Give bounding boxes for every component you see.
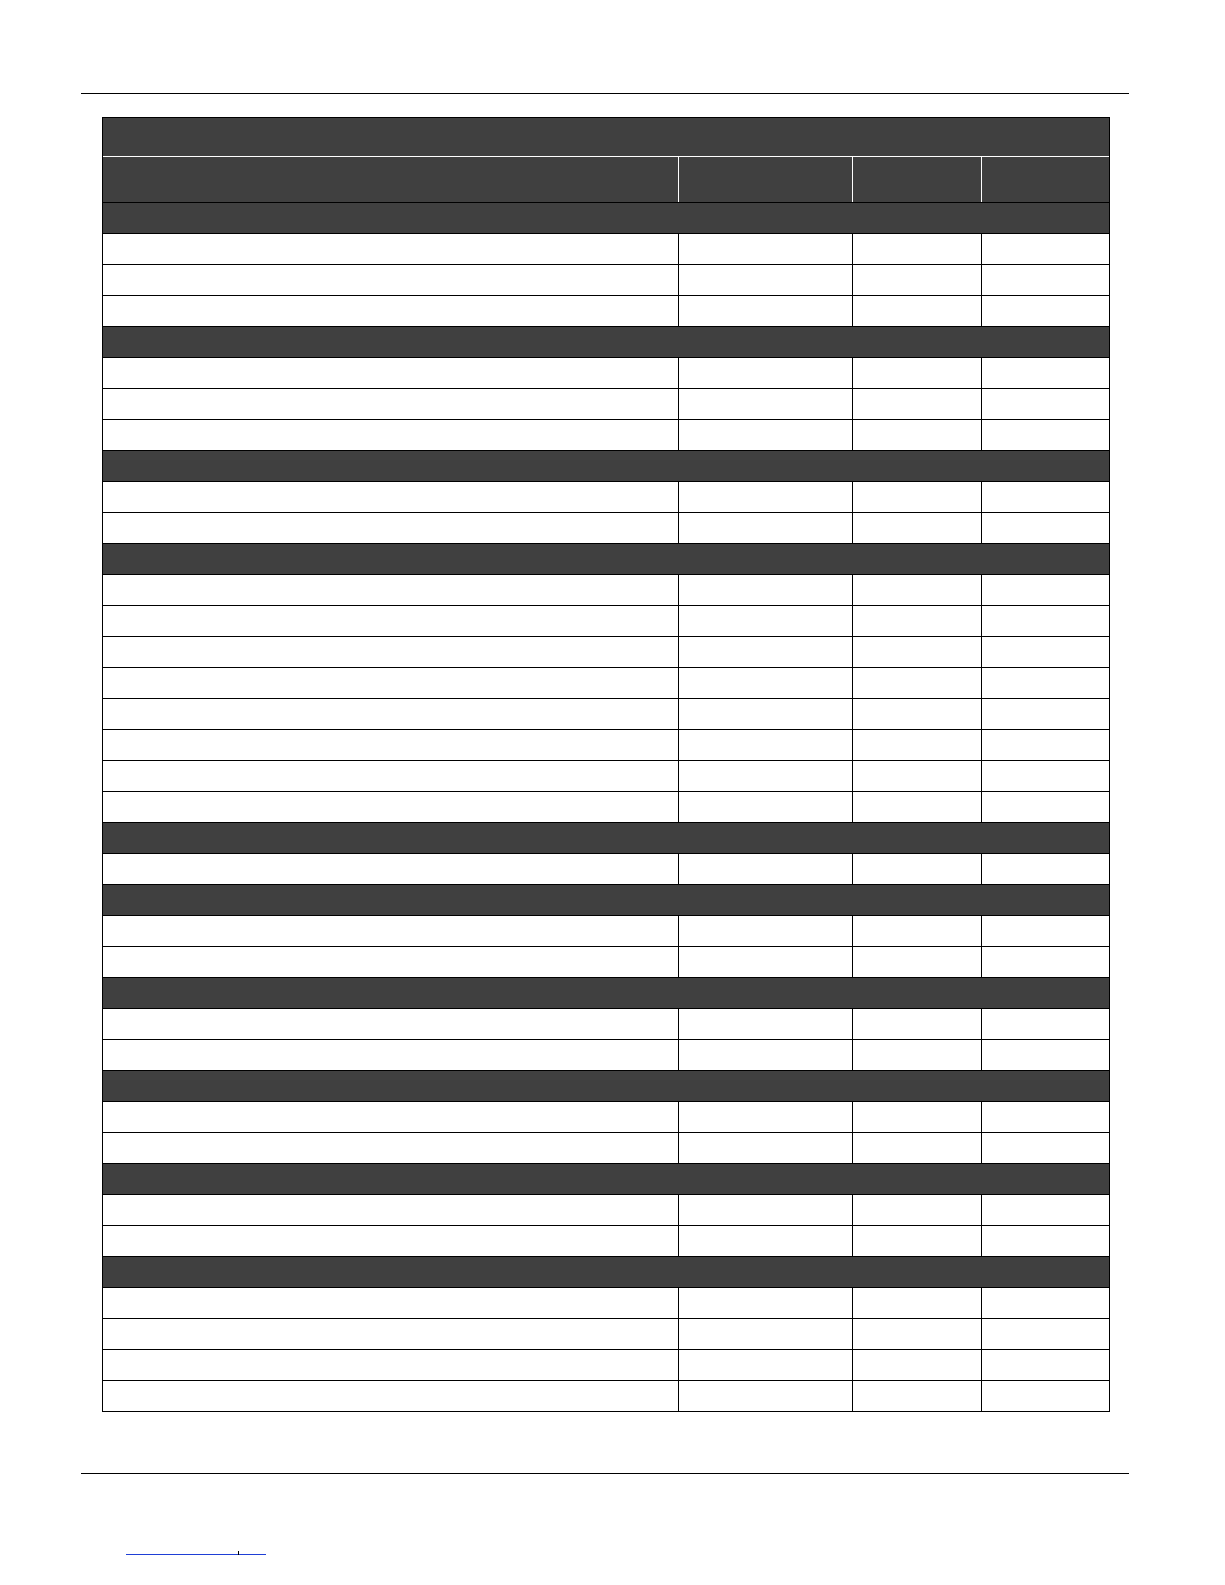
- table-cell: [852, 698, 981, 729]
- table-cell: [103, 1132, 678, 1163]
- table-cell: [981, 1349, 1109, 1380]
- table-cell: [981, 605, 1109, 636]
- table-row: [103, 636, 1109, 667]
- table-row: [103, 574, 1109, 605]
- table-cell: [103, 233, 678, 264]
- table-cell: [678, 636, 852, 667]
- section-heading: [103, 1163, 1109, 1194]
- table-cell: [852, 946, 981, 977]
- table-row: [103, 233, 1109, 264]
- table-cell: [981, 1101, 1109, 1132]
- table-cell: [852, 1194, 981, 1225]
- table-cell: [981, 1039, 1109, 1070]
- table-cell: [981, 760, 1109, 791]
- table-cell: [103, 419, 678, 450]
- table-row: [103, 698, 1109, 729]
- table-cell: [678, 1225, 852, 1256]
- table-cell: [103, 1287, 678, 1318]
- table-cell: [678, 1008, 852, 1039]
- table-cell: [981, 698, 1109, 729]
- footer-mark: [238, 1551, 239, 1555]
- table-cell: [678, 1132, 852, 1163]
- table-cell: [852, 1008, 981, 1039]
- table-row: [103, 1008, 1109, 1039]
- table-cell: [852, 1132, 981, 1163]
- table-cell: [103, 1194, 678, 1225]
- table-cell: [852, 791, 981, 822]
- table-cell: [678, 295, 852, 326]
- table-cell: [852, 853, 981, 884]
- table-cell: [981, 481, 1109, 512]
- table-cell: [852, 264, 981, 295]
- table-row: [103, 481, 1109, 512]
- table-cell: [981, 264, 1109, 295]
- table-cell: [678, 760, 852, 791]
- table-cell: [103, 295, 678, 326]
- column-header: [852, 156, 981, 202]
- table-row: [103, 1101, 1109, 1132]
- column-header: [678, 156, 852, 202]
- section-heading-row: [103, 1070, 1109, 1101]
- table-cell: [981, 1287, 1109, 1318]
- column-header: [981, 156, 1109, 202]
- table-cell: [981, 574, 1109, 605]
- table-cell: [981, 1194, 1109, 1225]
- section-heading: [103, 202, 1109, 233]
- table-title: [103, 118, 1109, 156]
- table-cell: [678, 388, 852, 419]
- table-cell: [678, 1318, 852, 1349]
- table-row: [103, 419, 1109, 450]
- table-row: [103, 605, 1109, 636]
- table-cell: [981, 1132, 1109, 1163]
- data-table: [103, 118, 1109, 1412]
- table-cell: [852, 1287, 981, 1318]
- table-row: [103, 357, 1109, 388]
- section-heading: [103, 884, 1109, 915]
- table-cell: [981, 512, 1109, 543]
- table-cell: [852, 636, 981, 667]
- table-cell: [103, 698, 678, 729]
- table-row: [103, 1132, 1109, 1163]
- table-row: [103, 388, 1109, 419]
- table-cell: [852, 574, 981, 605]
- table-cell: [103, 1008, 678, 1039]
- table-cell: [678, 264, 852, 295]
- table-cell: [103, 512, 678, 543]
- table-cell: [852, 388, 981, 419]
- table-cell: [852, 1318, 981, 1349]
- table-cell: [981, 1225, 1109, 1256]
- table-cell: [981, 791, 1109, 822]
- section-heading: [103, 977, 1109, 1008]
- section-heading-row: [103, 1163, 1109, 1194]
- table-cell: [981, 636, 1109, 667]
- table-cell: [678, 698, 852, 729]
- table-cell: [103, 388, 678, 419]
- table-row: [103, 729, 1109, 760]
- table-cell: [981, 388, 1109, 419]
- table-cell: [981, 1318, 1109, 1349]
- table-cell: [678, 729, 852, 760]
- data-table-container: [102, 117, 1110, 1412]
- table-cell: [678, 574, 852, 605]
- table-row: [103, 1318, 1109, 1349]
- table-cell: [852, 667, 981, 698]
- table-cell: [678, 1101, 852, 1132]
- table-cell: [852, 1225, 981, 1256]
- table-cell: [678, 1380, 852, 1411]
- section-heading: [103, 326, 1109, 357]
- section-heading-row: [103, 884, 1109, 915]
- table-cell: [852, 1349, 981, 1380]
- table-row: [103, 667, 1109, 698]
- table-cell: [103, 853, 678, 884]
- table-cell: [678, 915, 852, 946]
- table-row: [103, 853, 1109, 884]
- table-cell: [678, 357, 852, 388]
- section-heading: [103, 822, 1109, 853]
- table-cell: [981, 1380, 1109, 1411]
- table-cell: [678, 1194, 852, 1225]
- table-cell: [103, 1349, 678, 1380]
- table-cell: [852, 1039, 981, 1070]
- table-cell: [852, 512, 981, 543]
- table-cell: [678, 481, 852, 512]
- table-cell: [852, 915, 981, 946]
- table-cell: [981, 419, 1109, 450]
- section-heading-row: [103, 977, 1109, 1008]
- table-row: [103, 1225, 1109, 1256]
- table-cell: [678, 1287, 852, 1318]
- table-cell: [678, 1349, 852, 1380]
- section-heading-row: [103, 450, 1109, 481]
- table-cell: [103, 481, 678, 512]
- table-cell: [981, 233, 1109, 264]
- section-heading-row: [103, 543, 1109, 574]
- table-cell: [678, 233, 852, 264]
- table-cell: [103, 915, 678, 946]
- table-cell: [852, 295, 981, 326]
- table-row: [103, 264, 1109, 295]
- table-cell: [981, 1008, 1109, 1039]
- table-cell: [678, 1039, 852, 1070]
- table-row: [103, 791, 1109, 822]
- section-heading-row: [103, 1256, 1109, 1287]
- table-row: [103, 915, 1109, 946]
- section-heading-row: [103, 202, 1109, 233]
- table-cell: [678, 419, 852, 450]
- table-cell: [981, 295, 1109, 326]
- table-cell: [981, 357, 1109, 388]
- table-cell: [852, 1380, 981, 1411]
- table-header-row: [103, 156, 1109, 202]
- column-header: [103, 156, 678, 202]
- table-cell: [852, 1101, 981, 1132]
- table-cell: [852, 729, 981, 760]
- table-cell: [852, 481, 981, 512]
- page-header-rule: [81, 93, 1129, 94]
- table-cell: [103, 264, 678, 295]
- table-row: [103, 1349, 1109, 1380]
- table-cell: [103, 636, 678, 667]
- footer-link[interactable]: [126, 1554, 266, 1555]
- table-row: [103, 1194, 1109, 1225]
- table-cell: [103, 1318, 678, 1349]
- section-heading: [103, 1256, 1109, 1287]
- table-cell: [981, 667, 1109, 698]
- table-cell: [103, 946, 678, 977]
- table-cell: [103, 1380, 678, 1411]
- table-cell: [103, 357, 678, 388]
- table-title-row: [103, 118, 1109, 156]
- table-cell: [678, 946, 852, 977]
- section-heading-row: [103, 326, 1109, 357]
- table-cell: [103, 605, 678, 636]
- table-row: [103, 760, 1109, 791]
- table-cell: [103, 1225, 678, 1256]
- table-cell: [103, 667, 678, 698]
- section-heading: [103, 543, 1109, 574]
- table-cell: [103, 791, 678, 822]
- table-cell: [678, 853, 852, 884]
- table-cell: [852, 357, 981, 388]
- table-cell: [103, 574, 678, 605]
- page-footer-rule: [81, 1473, 1129, 1474]
- table-cell: [678, 605, 852, 636]
- table-cell: [852, 605, 981, 636]
- table-cell: [103, 760, 678, 791]
- table-cell: [103, 729, 678, 760]
- table-cell: [981, 946, 1109, 977]
- table-cell: [678, 667, 852, 698]
- table-row: [103, 295, 1109, 326]
- table-cell: [981, 729, 1109, 760]
- table-cell: [852, 233, 981, 264]
- table-row: [103, 1039, 1109, 1070]
- table-cell: [103, 1101, 678, 1132]
- table-row: [103, 1287, 1109, 1318]
- table-row: [103, 512, 1109, 543]
- table-cell: [678, 791, 852, 822]
- table-cell: [981, 853, 1109, 884]
- table-row: [103, 946, 1109, 977]
- table-cell: [103, 1039, 678, 1070]
- table-cell: [852, 419, 981, 450]
- table-row: [103, 1380, 1109, 1411]
- table-cell: [981, 915, 1109, 946]
- table-cell: [852, 760, 981, 791]
- table-cell: [678, 512, 852, 543]
- section-heading-row: [103, 822, 1109, 853]
- section-heading: [103, 450, 1109, 481]
- section-heading: [103, 1070, 1109, 1101]
